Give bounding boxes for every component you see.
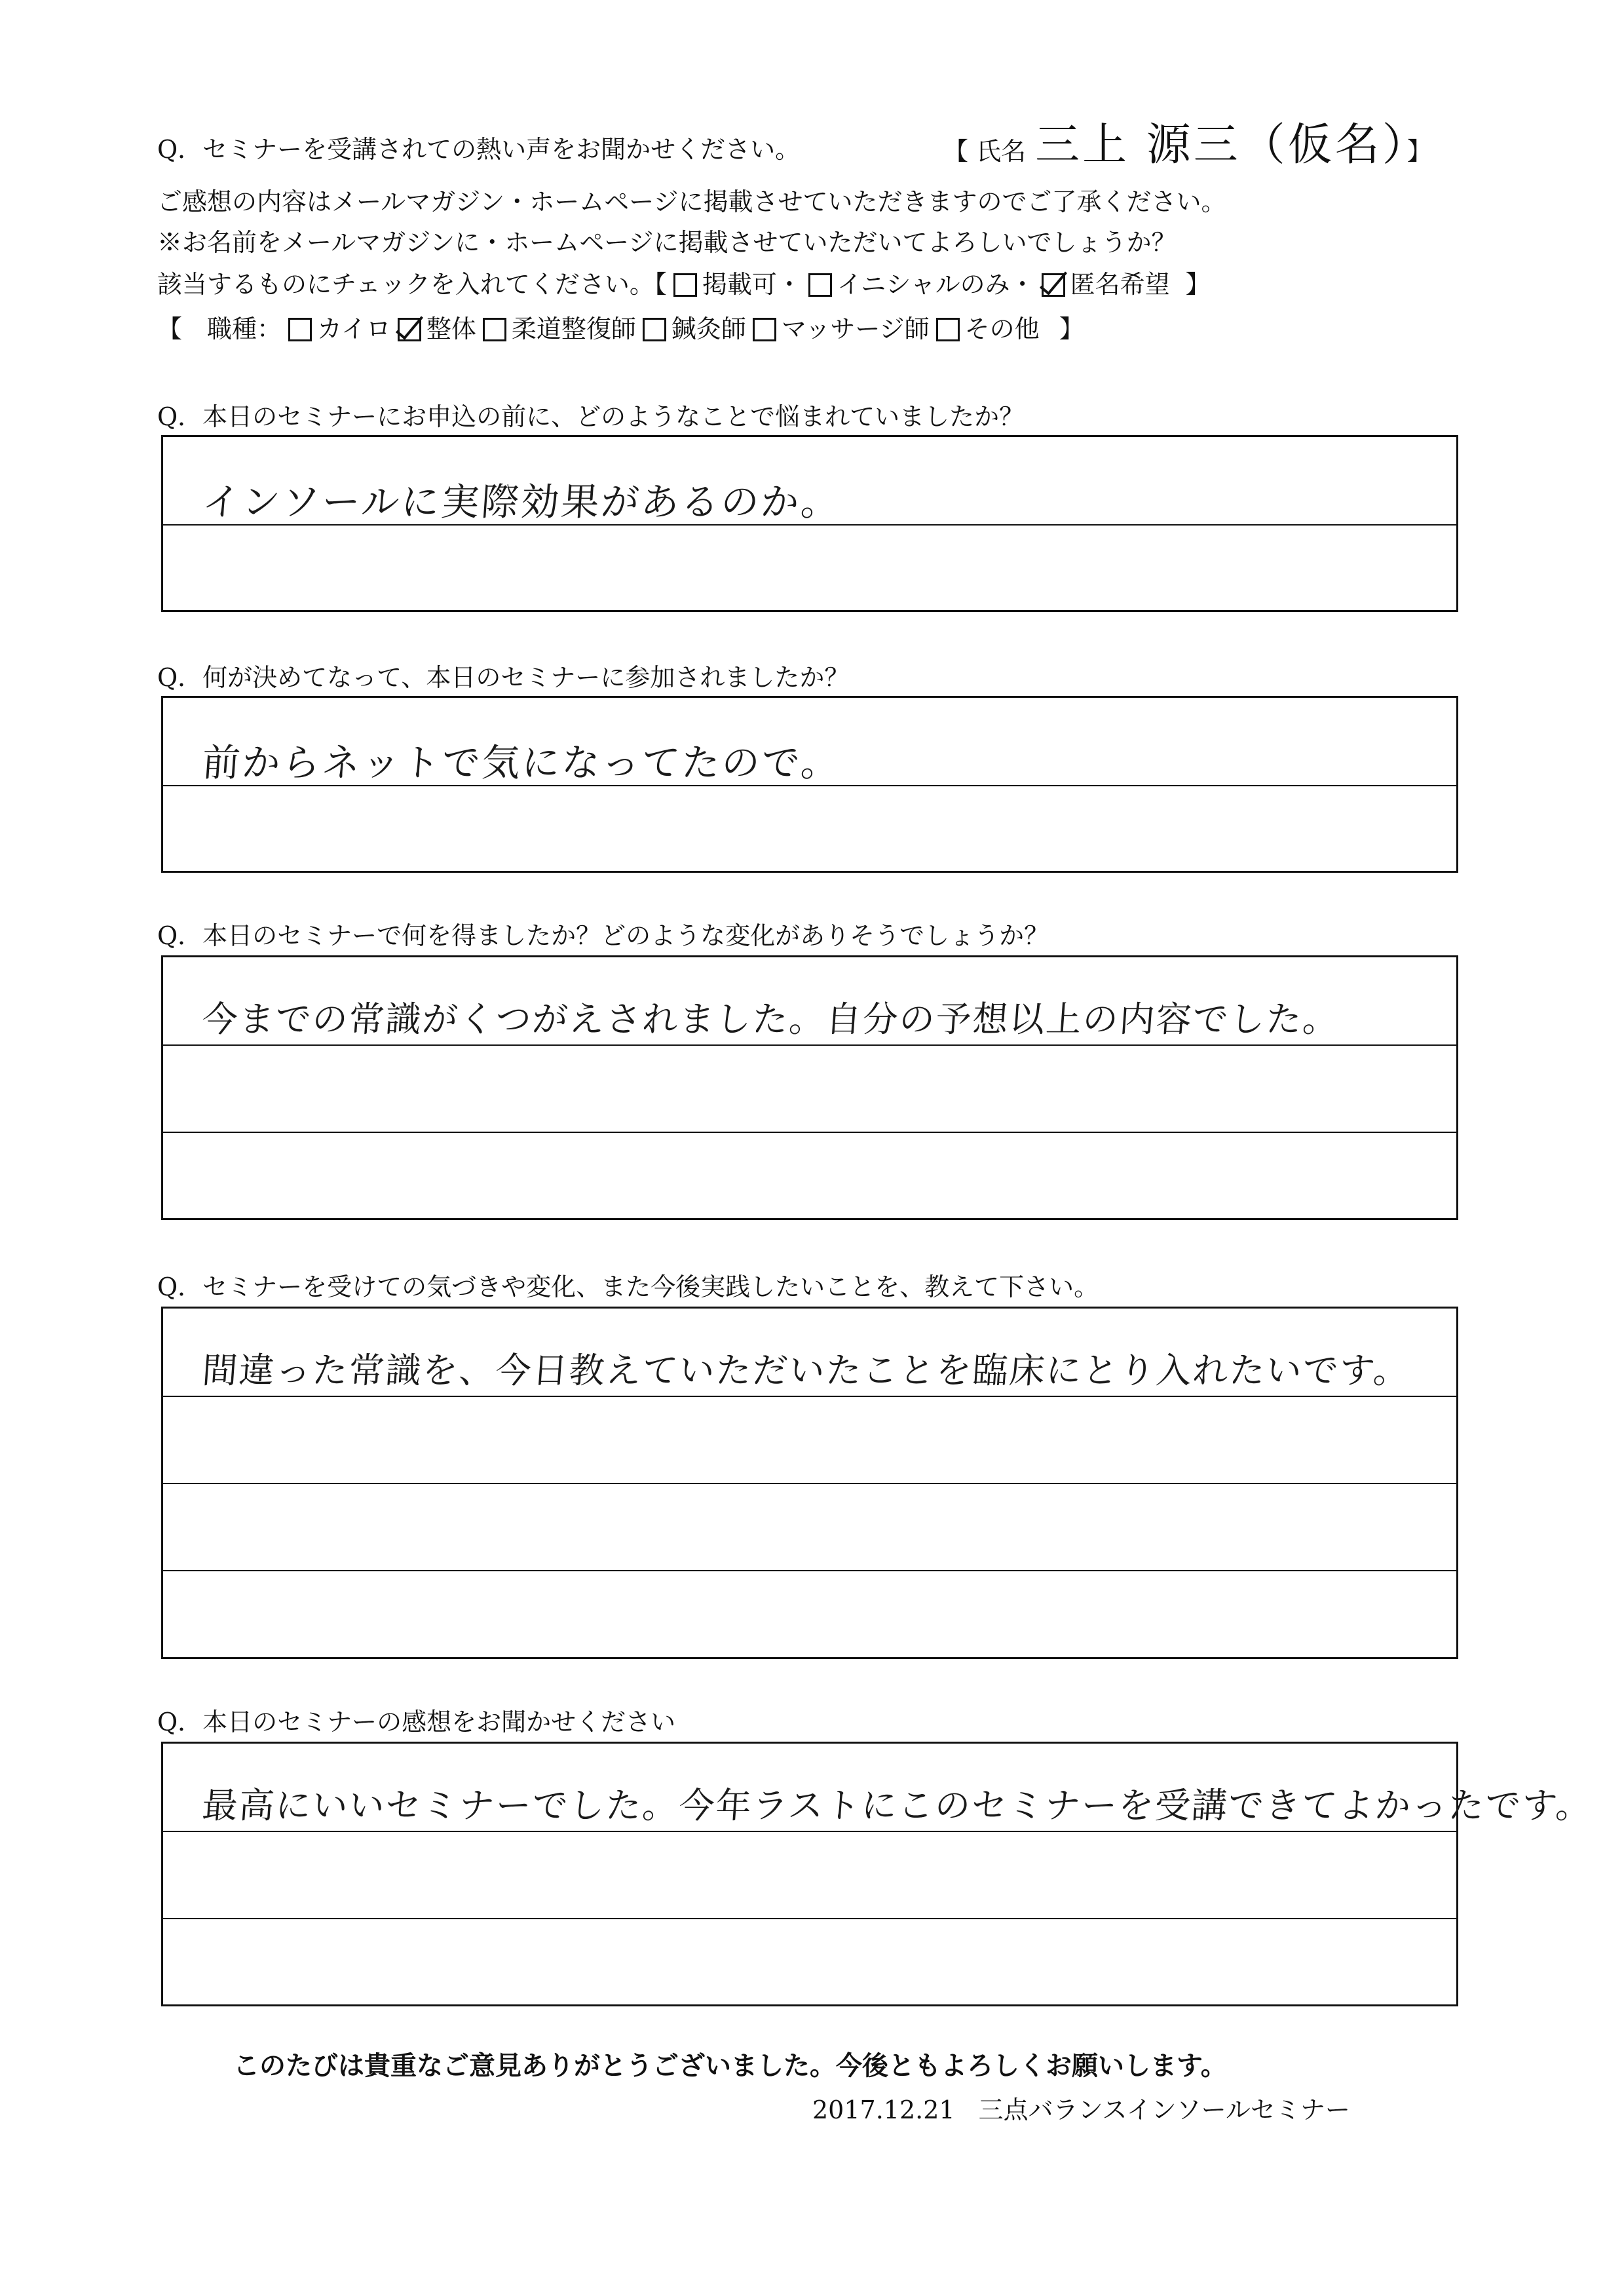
occupation-checkbox-acupuncture[interactable]	[643, 318, 666, 341]
consent-checkbox-public[interactable]	[673, 273, 697, 297]
occupation-label: 【 職種：	[157, 315, 282, 343]
consent-checkbox-anonymous[interactable]	[1042, 273, 1065, 297]
seminar-date: 2017.12.21	[812, 2095, 955, 2124]
question-4-label: Q．セミナーを受けての気づきや変化、また今後実践したいことを、教えて下さい。	[157, 1272, 1099, 1301]
header-question: Q．セミナーを受講されての熱い声をお聞かせください。	[157, 135, 801, 164]
answer-4-box[interactable]	[161, 1307, 1458, 1659]
occupation-row	[157, 313, 1084, 345]
question-1-label: Q．本日のセミナーにお申込の前に、どのようなことで悩まれていましたか？	[157, 402, 1025, 431]
occupation-checkbox-judo[interactable]	[483, 318, 506, 341]
occupation-option-chiro: カイロ	[317, 315, 391, 343]
answer-5-text: 最高にいいセミナーでした。今年ラストにこのセミナーを受講できてよかったです。	[200, 1785, 1594, 1826]
answer-3-rule-2	[163, 1132, 1456, 1133]
consent-row	[157, 269, 1211, 300]
publish-notice: ご感想の内容はメールマガジン・ホームページに掲載させていただきますのでご了承ください。	[157, 187, 1226, 216]
occupation-option-acupuncture: 鍼灸師	[671, 315, 746, 343]
answer-4-rule-3	[163, 1570, 1456, 1571]
occupation-checkbox-seitai[interactable]	[398, 318, 421, 341]
occupation-checkbox-massage[interactable]	[753, 318, 776, 341]
seminar-name: 三点バランスインソールセミナー	[978, 2095, 1350, 2124]
occupation-option-other: その他	[964, 315, 1040, 343]
occupation-option-massage: マッサージ師	[781, 315, 930, 343]
consent-prompt: 該当するものにチェックを入れてください。【	[157, 270, 667, 299]
question-5-label: Q．本日のセミナーの感想をお聞かせください	[157, 1708, 676, 1736]
footer-signature	[812, 2094, 1350, 2126]
consent-checkbox-initials[interactable]	[808, 273, 832, 297]
thanks-message: このたびは貴重なご意見ありがとうございました。今後ともよろしくお願いします。	[233, 2050, 1227, 2081]
name-close: 】	[1407, 137, 1432, 166]
name-field	[943, 119, 1432, 175]
occupation-checkbox-chiro[interactable]	[288, 318, 312, 341]
question-2-label: Q．何が決めてなって、本日のセミナーに参加されましたか？	[157, 663, 850, 692]
occupation-option-seitai: 整体	[426, 315, 476, 343]
answer-5-box[interactable]	[161, 1742, 1594, 2006]
answer-1-box[interactable]	[161, 435, 1458, 612]
consent-close: 】	[1185, 270, 1211, 299]
occupation-close: 】	[1059, 315, 1084, 343]
answer-3-box[interactable]	[161, 955, 1458, 1220]
answer-3-text: 今までの常識がくつがえされました。自分の予想以上の内容でした。	[200, 999, 1341, 1040]
answer-4-rule-2	[163, 1483, 1456, 1484]
answer-3-rule-1	[163, 1044, 1456, 1046]
consent-option-anonymous: 匿名希望	[1070, 270, 1170, 299]
answer-1-text: インソールに実際効果があるのか。	[200, 480, 842, 524]
question-3-label: Q．本日のセミナーで何を得ましたか？どのような変化がありそうでしょうか？	[157, 921, 1049, 950]
answer-4-text: 間違った常識を、今日教えていただいたことを臨床にとり入れたいです。	[200, 1350, 1412, 1391]
occupation-option-judo: 柔道整復師	[511, 315, 636, 343]
consent-question: ※お名前をメールマガジンに・ホームページに掲載させていただいてよろしいでしょうか？	[157, 228, 1177, 257]
answer-2-box[interactable]	[161, 696, 1458, 873]
occupation-checkbox-other[interactable]	[936, 318, 960, 341]
answer-2-text: 前からネットで気になってたので。	[200, 740, 842, 785]
consent-option-initials: イニシャルのみ・	[837, 270, 1035, 299]
answer-4-rule-1	[163, 1396, 1456, 1397]
answer-5-rule-1	[163, 1831, 1456, 1832]
answer-5-rule-2	[163, 1918, 1456, 1919]
name-value: 三上 源三（仮名）	[1035, 119, 1407, 171]
name-label: 【 氏名	[943, 137, 1027, 166]
consent-option-public: 掲載可・	[702, 270, 802, 299]
